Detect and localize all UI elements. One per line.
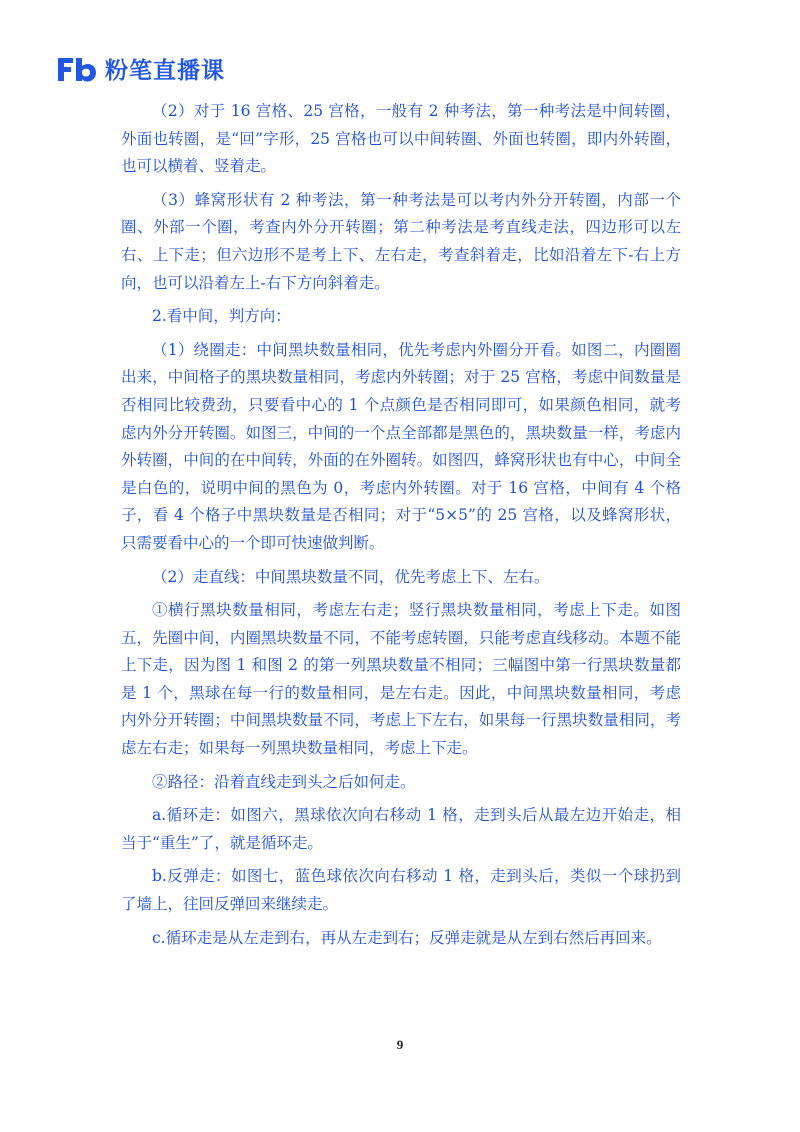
paragraph: （2）走直线：中间黑块数量不同，优先考虑上下、左右。 [152, 567, 550, 586]
paragraph: a.循环走：如图六，黑球依次向右移动 1 格，走到头后从最左边开始走，相当于“重生”了，就是循环走。 [121, 806, 681, 852]
section-heading: 2.看中间，判方向： [152, 307, 291, 326]
paragraph: b.反弹走：如图七，蓝色球依次向右移动 1 格，走到头后，类似一个球扔到了墙上，往回反弹回来继续走。 [121, 867, 681, 914]
page-header [55, 52, 225, 85]
paragraph: ①横行黑块数量相同，考虑左右走；竖行黑块数量相同，考虑上下走。如图五，先圈中间，内圈黑块数量不同，不能考虑转圈，只能考虑直线移动。本题不能上下走，因为图 1 和图 2 的第一列黑块数量不相同；三幅图中第一行黑块数量都是 1 个，黑球在每一行的数量相同，是左右走。因此，中间黑块数量相同，考虑内外分开转圈；中间黑块数量不同，考虑上下左右，如果每一行黑块数量相同，考虑左右走；如果每一列黑块数量相同，考虑上下走。 [121, 601, 681, 758]
document-body [121, 98, 681, 958]
page-number: 9 [396, 1037, 404, 1052]
paragraph: （1）绕圈走：中间黑块数量相同，优先考虑内外圈分开看。如图二，内圈圈出来，中间格子的黑块数量相同，考虑内外转圈；对于 25 宫格，考虑中间数量是否相同比较费劲，只要看中心的 1 个点颜色是否相同即可，如果颜色相同，就考虑内外分开转圈。如图三，中间的一个点全部都是黑色的，黑块数量一样，考虑内外转圈，中间的在中间转，外面的在外圈转。如图四，蜂窝形状也有中心，中间全是白色的，说明中间的黑色为 0，考虑内外转圈。对于 16 宫格，中间有 4 个格子，看 4 个格子中黑块数量是否相同；对于“5×5”的 25 宫格，以及蜂窝形状，只需要看中心的一个即可快速做判断。 [121, 340, 681, 552]
paragraph: （2）对于 16 宫格、25 宫格，一般有 2 种考法，第一种考法是中间转圈，外面也转圈，是“回”字形，25 宫格也可以中间转圈、外面也转圈，即内外转圈，也可以横着、竖着走。 [121, 102, 681, 176]
fb-logo-icon [55, 53, 101, 85]
paragraph: ②路径：沿着直线走到头之后如何走。 [152, 772, 416, 791]
paragraph: c.循环走是从左走到右，再从左走到右；反弹走就是从左到右然后再回来。 [152, 928, 662, 947]
paragraph: （3）蜂窝形状有 2 种考法，第一种考法是可以考内外分开转圈，内部一个圈、外部一个圈，考查内外分开转圈；第二种考法是考直线走法，四边形可以左右、上下走；但六边形不是考上下、左右走，考查斜着走，比如沿着左下-右上方向，也可以沿着左上-右下方向斜着走。 [121, 190, 681, 292]
brand-logo-text: 粉笔直播课 [105, 58, 225, 84]
